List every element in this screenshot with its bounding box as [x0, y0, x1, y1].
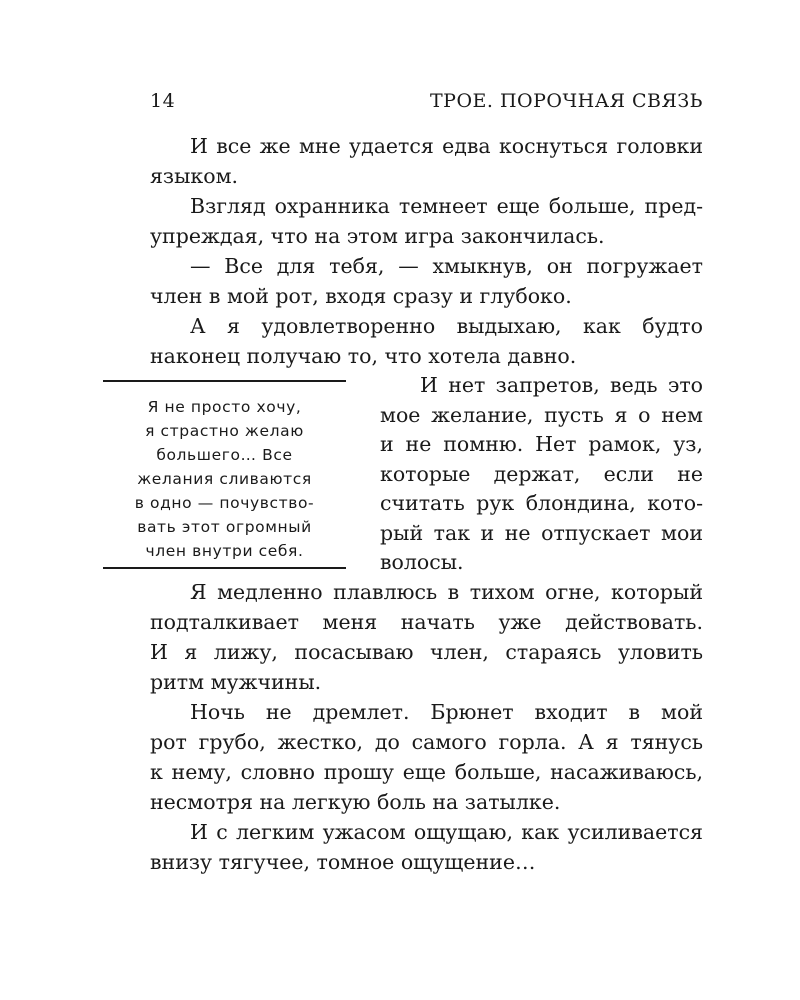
text-line: которые держат, если не [380, 462, 703, 486]
text-line: И я лижу, посасываю член, стараясь уловить [150, 640, 703, 664]
text-line: считать рук блондина, кото- [380, 491, 703, 515]
text-line: к нему, словно прошу еще больше, насаживаюсь, [150, 760, 703, 784]
text-line: И с легким ужасом ощущаю, как усиливается [190, 820, 703, 844]
text-line: И все же мне удается едва коснуться головки [190, 134, 703, 158]
running-title: ТРОЕ. ПОРОЧНАЯ СВЯЗЬ [429, 90, 703, 112]
text-line: — Все для тебя, — хмыкнув, он погружает [190, 254, 703, 278]
page-header [150, 90, 703, 118]
text-line: Взгляд охранника темнеет еще больше, пред- [190, 194, 703, 218]
text-line: И нет запретов, ведь это [420, 373, 703, 397]
text-line: член в мой рот, входя сразу и глубоко. [150, 284, 572, 308]
text-line: наконец получаю то, что хотела давно. [150, 344, 577, 368]
text-line: упреждая, что на этом игра закончилась. [150, 224, 605, 248]
text-line: внизу тягучее, томное ощущение… [150, 850, 536, 874]
text-line: А я удовлетворенно выдыхаю, как будто [190, 314, 703, 338]
text-line: подталкивает меня начать уже действовать. [150, 610, 703, 634]
text-line: рый так и не отпускает мои [380, 521, 703, 545]
pullquote-line: желания сливаются [137, 470, 312, 488]
text-line: рот грубо, жестко, до самого горла. А я тянусь [150, 730, 703, 754]
page-number: 14 [150, 90, 176, 112]
text-line: ритм мужчины. [150, 670, 322, 694]
text-line: Ночь не дремлет. Брюнет входит в мой [190, 700, 703, 724]
pullquote-line: вать этот огромный [137, 518, 312, 536]
pullquote-line: Я не просто хочу, [147, 398, 302, 416]
text-line: Я медленно плавлюсь в тихом огне, который [190, 580, 703, 604]
text-line: несмотря на легкую боль на затылке. [150, 790, 561, 814]
text-line: языком. [150, 164, 239, 188]
text-line: мое желание, пусть я о нем [380, 403, 703, 427]
pullquote-line: я страстно желаю [145, 422, 304, 440]
pullquote-line: член внутри себя. [145, 542, 304, 560]
pullquote-line: большего… Все [156, 446, 293, 464]
pullquote-top-rule [103, 380, 346, 382]
text-line: и не помню. Нет рамок, уз, [380, 432, 703, 456]
pullquote-bottom-rule [103, 567, 346, 569]
pullquote-line: в одно — почувство- [134, 494, 315, 512]
text-line: волосы. [380, 550, 464, 574]
